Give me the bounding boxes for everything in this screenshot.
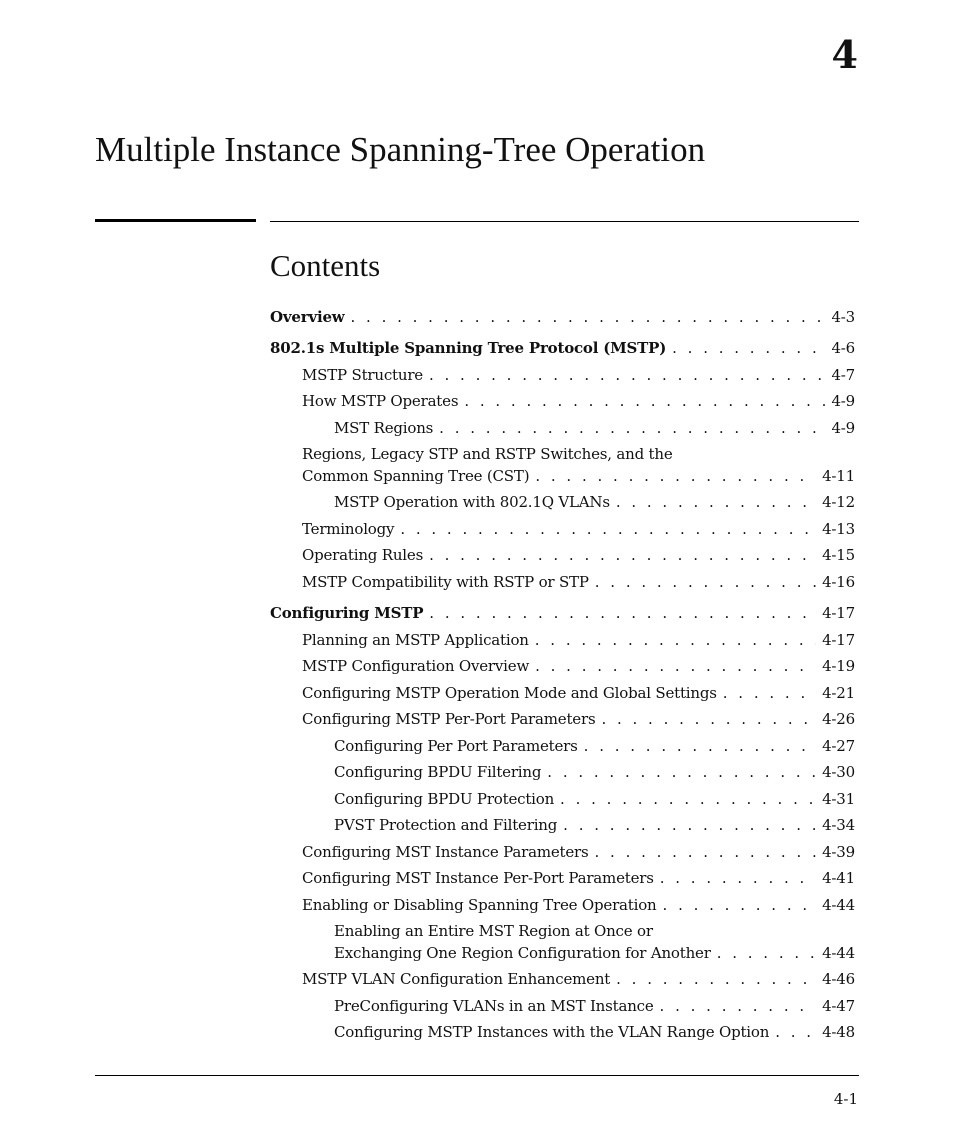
dot-leader — [595, 843, 817, 861]
dot-leader — [560, 790, 816, 808]
chapter-title: Multiple Instance Spanning-Tree Operation — [95, 130, 706, 169]
dot-leader — [660, 869, 816, 887]
dot-leader — [595, 573, 816, 591]
toc-entry-page: 4-48 — [822, 1023, 855, 1041]
toc-entry-title: MSTP VLAN Configuration Enhancement — [302, 970, 611, 988]
toc-entry-title-line1: Enabling an Entire MST Region at Once or — [334, 922, 653, 940]
toc-entry-page: 4-26 — [822, 710, 855, 728]
toc-entry-page: 4-39 — [822, 843, 855, 861]
dot-leader — [400, 520, 816, 538]
toc-entry-page: 4-21 — [822, 684, 855, 702]
toc-entry-page: 4-17 — [822, 631, 855, 649]
dot-leader — [429, 546, 816, 564]
dot-leader — [535, 657, 816, 675]
toc-entry-title: MST Regions — [334, 419, 434, 437]
toc-entry-page: 4-31 — [822, 790, 855, 808]
dot-leader — [723, 684, 816, 702]
toc-entry-title: PreConfiguring VLANs in an MST Instance — [334, 997, 654, 1015]
toc-entry-preconfiguring-vlans[interactable] — [334, 997, 855, 1015]
toc-entry-title: Configuring MSTP Per-Port Parameters — [302, 710, 596, 728]
dot-leader — [535, 631, 816, 649]
toc-entry-terminology[interactable] — [302, 520, 855, 538]
toc-entry-title: Configuring MSTP — [270, 604, 424, 622]
toc-entry-mstp-protocol[interactable] — [270, 339, 855, 357]
toc-entry-enabling-disabling-stp[interactable] — [302, 896, 855, 914]
dot-leader — [547, 763, 816, 781]
toc-entry-page: 4-46 — [822, 970, 855, 988]
dot-leader — [717, 944, 816, 962]
toc-entry-mst-instance-per-port[interactable] — [302, 869, 855, 887]
dot-leader — [351, 308, 826, 326]
toc-entry-mstp-config-overview[interactable] — [302, 657, 855, 675]
page-number: 4-1 — [833, 1090, 858, 1108]
dot-leader — [563, 816, 816, 834]
dot-leader — [601, 710, 816, 728]
chapter-rule-thick — [95, 219, 256, 222]
toc-entry-title: Configuring BPDU Filtering — [334, 763, 542, 781]
toc-entry-page: 4-44 — [822, 944, 855, 962]
toc-entry-pvst-protection[interactable] — [334, 816, 855, 834]
toc-entry-title: Terminology — [302, 520, 395, 538]
dot-leader — [616, 493, 816, 511]
toc-entry-bpdu-protection[interactable] — [334, 790, 855, 808]
toc-entry-configuring-mstp[interactable] — [270, 604, 855, 622]
table-of-contents — [270, 0, 855, 1145]
toc-entry-page: 4-44 — [822, 896, 855, 914]
toc-entry-page: 4-41 — [822, 869, 855, 887]
dot-leader — [464, 392, 825, 410]
dot-leader — [439, 419, 825, 437]
toc-entry-enabling-entire-region[interactable] — [334, 922, 855, 962]
toc-entry-page: 4-9 — [831, 392, 855, 410]
toc-entry-title: MSTP Compatibility with RSTP or STP — [302, 573, 589, 591]
toc-entry-bpdu-filtering[interactable] — [334, 763, 855, 781]
toc-entry-title: Configuring MST Instance Parameters — [302, 843, 589, 861]
toc-entry-operating-rules[interactable] — [302, 546, 855, 564]
toc-entry-page: 4-30 — [822, 763, 855, 781]
toc-entry-title: How MSTP Operates — [302, 392, 459, 410]
toc-entry-page: 4-17 — [822, 604, 855, 622]
toc-entry-overview[interactable] — [270, 308, 855, 326]
toc-entry-page: 4-3 — [831, 308, 855, 326]
toc-entry-title: Overview — [270, 308, 345, 326]
toc-entry-page: 4-19 — [822, 657, 855, 675]
dot-leader — [672, 339, 825, 357]
toc-entry-vlan-range-option[interactable] — [334, 1023, 855, 1041]
toc-entry-mstp-8021q-vlans[interactable] — [334, 493, 855, 511]
toc-entry-vlan-config-enhancement[interactable] — [302, 970, 855, 988]
toc-entry-operation-mode-global[interactable] — [302, 684, 855, 702]
toc-entry-title: 802.1s Multiple Spanning Tree Protocol (MSTP) — [270, 339, 667, 357]
toc-entry-mst-regions[interactable] — [334, 419, 855, 437]
toc-entry-page: 4-27 — [822, 737, 855, 755]
toc-entry-title: Enabling or Disabling Spanning Tree Operation — [302, 896, 657, 914]
toc-entry-title-line1: Regions, Legacy STP and RSTP Switches, and the — [302, 445, 673, 463]
toc-entry-title: PVST Protection and Filtering — [334, 816, 558, 834]
toc-entry-page: 4-6 — [831, 339, 855, 357]
toc-entry-title: Configuring BPDU Protection — [334, 790, 555, 808]
dot-leader — [660, 997, 817, 1015]
toc-entry-title: Configuring MSTP Instances with the VLAN Range Option — [334, 1023, 770, 1041]
toc-entry-page: 4-34 — [822, 816, 855, 834]
toc-entry-mstp-structure[interactable] — [302, 366, 855, 384]
toc-entry-per-port-parameters[interactable] — [302, 710, 855, 728]
toc-entry-page: 4-16 — [822, 573, 855, 591]
toc-entry-page: 4-13 — [822, 520, 855, 538]
dot-leader — [775, 1023, 816, 1041]
dot-leader — [429, 366, 825, 384]
toc-entry-page: 4-9 — [831, 419, 855, 437]
toc-entry-mst-instance-parameters[interactable] — [302, 843, 855, 861]
toc-entry-page: 4-15 — [822, 546, 855, 564]
dot-leader — [429, 604, 816, 622]
toc-entry-title: Common Spanning Tree (CST) — [302, 467, 530, 485]
toc-entry-page: 4-47 — [822, 997, 855, 1015]
toc-entry-title: MSTP Configuration Overview — [302, 657, 530, 675]
dot-leader — [616, 970, 816, 988]
dot-leader — [535, 467, 816, 485]
toc-entry-title: MSTP Structure — [302, 366, 423, 384]
toc-entry-page: 4-11 — [822, 467, 855, 485]
toc-entry-planning-mstp[interactable] — [302, 631, 855, 649]
dot-leader — [584, 737, 816, 755]
chapter-number: 4 — [831, 32, 858, 77]
toc-entry-title: Exchanging One Region Configuration for Another — [334, 944, 711, 962]
toc-entry-mstp-compatibility[interactable] — [302, 573, 855, 591]
toc-entry-configuring-per-port[interactable] — [334, 737, 855, 755]
contents-heading: Contents — [270, 248, 381, 283]
toc-entry-title: Configuring MST Instance Per-Port Parameters — [302, 869, 654, 887]
toc-entry-how-mstp-operates[interactable] — [302, 392, 855, 410]
toc-entry-title: Configuring MSTP Operation Mode and Global Settings — [302, 684, 717, 702]
toc-entry-regions-legacy-cst[interactable] — [302, 445, 855, 485]
toc-entry-title: Operating Rules — [302, 546, 424, 564]
footer-rule — [95, 1075, 859, 1076]
toc-entry-page: 4-12 — [822, 493, 855, 511]
toc-entry-title: Configuring Per Port Parameters — [334, 737, 578, 755]
dot-leader — [663, 896, 817, 914]
toc-entry-title: Planning an MSTP Application — [302, 631, 529, 649]
toc-entry-page: 4-7 — [831, 366, 855, 384]
toc-entry-title: MSTP Operation with 802.1Q VLANs — [334, 493, 610, 511]
